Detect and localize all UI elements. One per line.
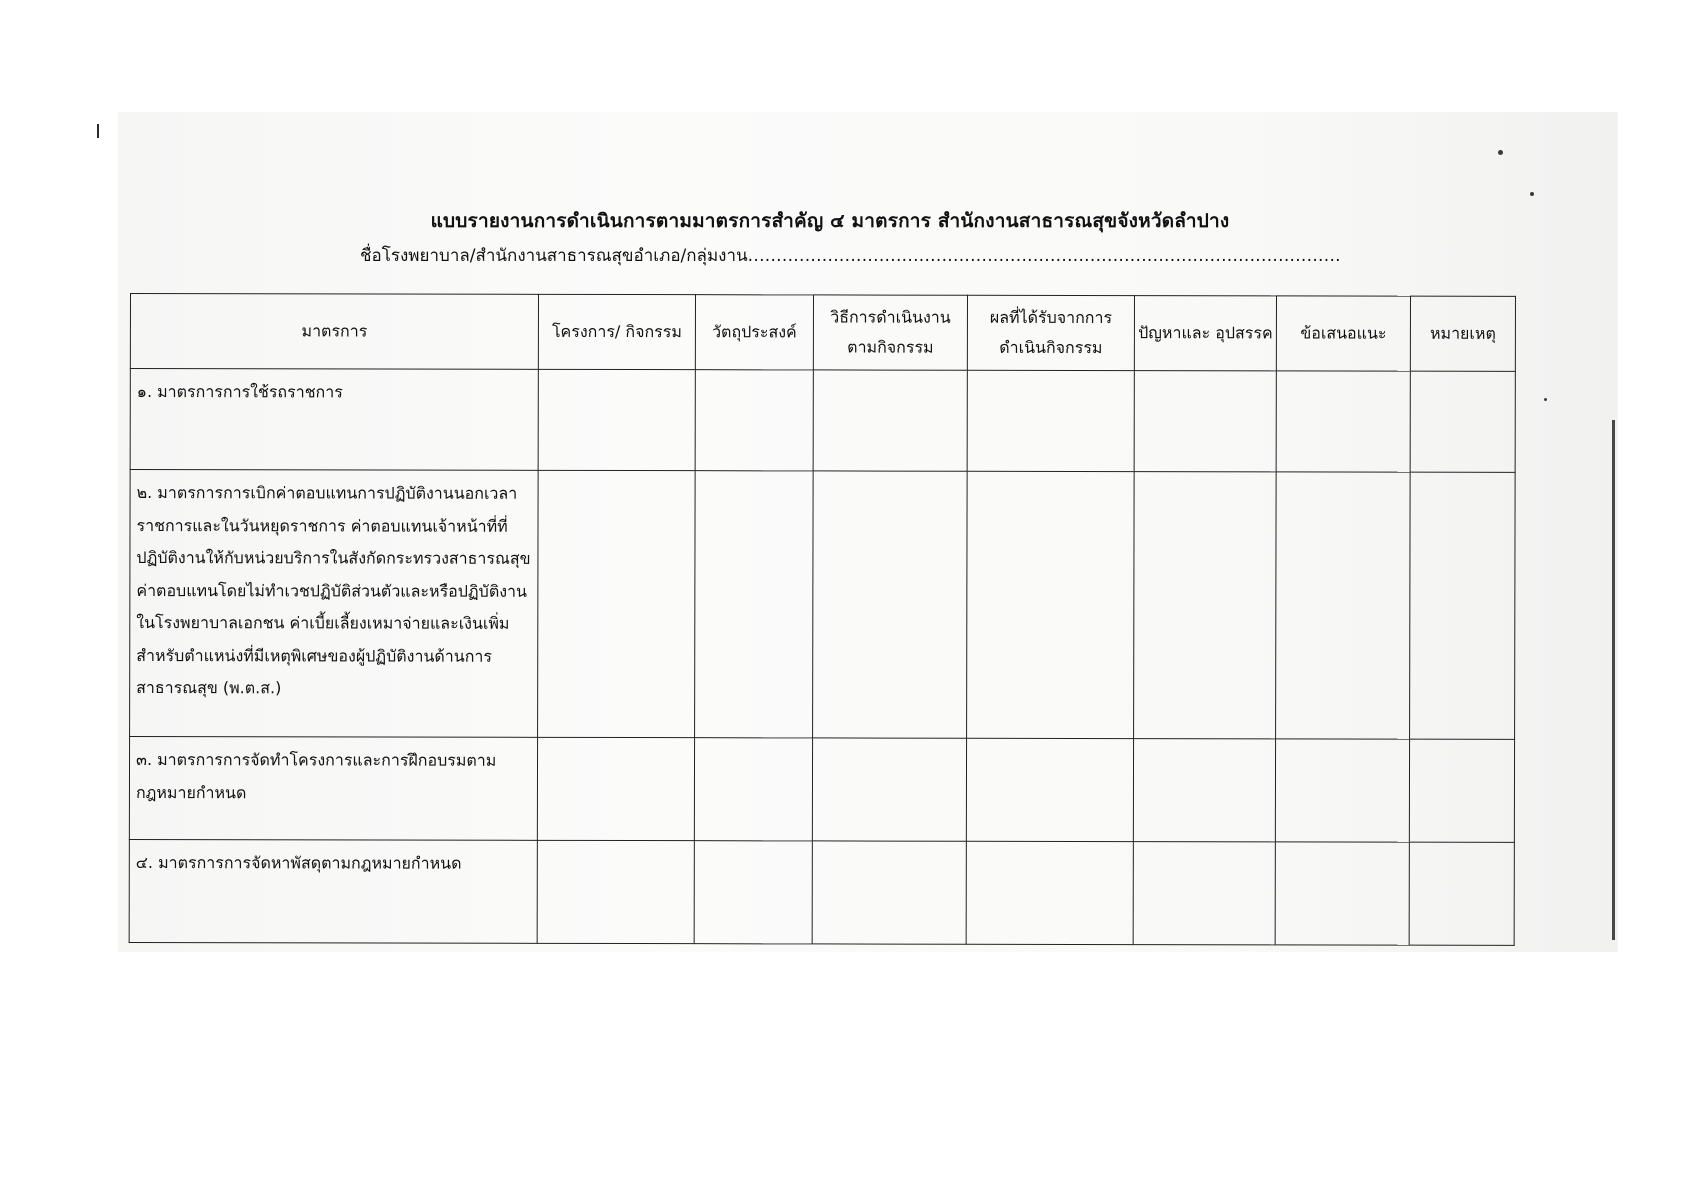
problems-cell[interactable] (1134, 472, 1277, 739)
objective-cell[interactable] (695, 471, 814, 738)
measure-text: ๒. มาตรการการเบิกค่าตอบแทนการปฏิบัติงานนอกเวลาราชการและในวันหยุดราชการ ค่าตอบแทนเจ้าหน้าที่ที่ปฏิบัติงานให้กับหน่วยบริการในสังกัดกระทรวงสาธารณสุข ค่าตอบแทนโดยไม่ทำเวชปฏิบัติส่วนตัวและหรือปฏิบัติงานในโรงพยาบาลเอกชน ค่าเบี้ยเลี้ยงเหมาจ่ายและเงินเพิ่มสำหรับตำแหน่งที่มีเหตุพิเศษของผู้ปฏิบัติงานด้านการสาธารณสุข (พ.ต.ส.) (136, 483, 531, 698)
objective-cell[interactable] (694, 738, 812, 841)
objective-cell[interactable] (694, 841, 812, 944)
project-cell[interactable] (538, 470, 696, 737)
header-result: ผลที่ได้รับจากการ ดำเนินกิจกรรม (967, 295, 1134, 370)
header-method: วิธีการดำเนินงาน ตามกิจกรรม (813, 295, 967, 370)
measure-cell (130, 470, 539, 738)
suggestions-cell[interactable] (1276, 472, 1411, 739)
table-row (130, 470, 1516, 740)
result-cell[interactable] (967, 370, 1134, 471)
measure-cell (129, 839, 537, 943)
subtitle-fill-line: ........................................................................................................ (747, 246, 1341, 266)
scan-speck (1498, 150, 1503, 155)
project-cell[interactable] (537, 840, 694, 943)
measure-cell (130, 369, 538, 471)
remarks-cell[interactable] (1409, 739, 1514, 842)
method-cell[interactable] (813, 471, 968, 738)
report-table (129, 293, 1516, 946)
subtitle-label: ชื่อโรงพยาบาล/สำนักงานสาธารณสุขอำเภอ/กลุ่มงาน (360, 246, 748, 266)
header-objective: วัตถุประสงค์ (695, 295, 813, 370)
header-project: โครงการ/ กิจกรรม (538, 294, 695, 369)
table-row (129, 839, 1514, 945)
header-measure: มาตรการ (130, 294, 538, 370)
scan-mark-left (97, 124, 99, 138)
remarks-cell[interactable] (1410, 371, 1515, 472)
header-row (130, 294, 1515, 372)
document-subtitle (360, 242, 1341, 269)
suggestions-cell[interactable] (1276, 371, 1410, 472)
header-problems: ปัญหาและ อุปสรรค (1134, 296, 1276, 371)
header-suggestions: ข้อเสนอแนะ (1276, 296, 1410, 371)
result-cell[interactable] (966, 841, 1133, 944)
table-row (130, 369, 1515, 473)
remarks-cell[interactable] (1409, 842, 1514, 945)
problems-cell[interactable] (1133, 739, 1275, 842)
suggestions-cell[interactable] (1275, 739, 1409, 842)
result-cell[interactable] (967, 471, 1135, 738)
header-remarks: หมายเหตุ (1410, 296, 1515, 371)
method-cell[interactable] (813, 370, 967, 471)
suggestions-cell[interactable] (1275, 842, 1409, 945)
measure-text: ๔. มาตรการการจัดหาพัสดุตามกฎหมายกำหนด (135, 853, 462, 873)
document-title: แบบรายงานการดำเนินการตามมาตรการสำคัญ ๔ มาตรการ สำนักงานสาธารณสุขจังหวัดลำปาง (430, 210, 1230, 232)
project-cell[interactable] (537, 737, 694, 840)
method-cell[interactable] (812, 841, 966, 944)
measure-cell (129, 737, 537, 841)
measure-text: ๑. มาตรการการใช้รถราชการ (136, 382, 343, 402)
problems-cell[interactable] (1134, 371, 1276, 472)
scan-speck (1530, 192, 1534, 196)
table-row (129, 737, 1514, 843)
problems-cell[interactable] (1133, 842, 1275, 945)
method-cell[interactable] (812, 738, 966, 841)
objective-cell[interactable] (695, 370, 813, 471)
measure-text: ๓. มาตรการการจัดทำโครงการและการฝึกอบรมตามกฎหมายกำหนด (135, 750, 497, 802)
result-cell[interactable] (966, 738, 1133, 841)
scan-mark-right (1612, 420, 1615, 940)
remarks-cell[interactable] (1410, 472, 1516, 739)
project-cell[interactable] (538, 369, 695, 470)
scan-speck (1544, 398, 1547, 401)
